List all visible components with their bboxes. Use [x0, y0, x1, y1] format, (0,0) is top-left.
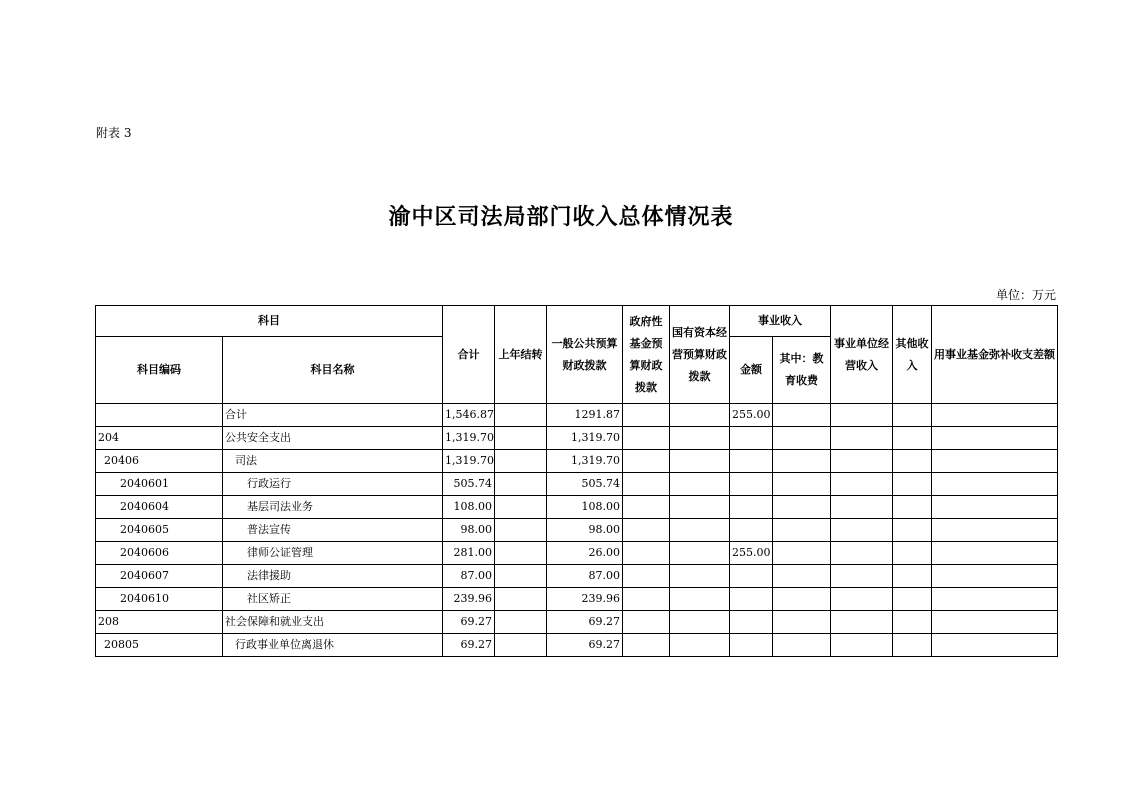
document-title: 渝中区司法局部门收入总体情况表	[388, 204, 734, 230]
header-fund-offset: 用事业基金弥补收支差额	[932, 306, 1058, 404]
name-cell: 律师公证管理	[223, 542, 443, 565]
total-cell: 87.00	[443, 565, 495, 588]
total-cell: 69.27	[443, 611, 495, 634]
general-budget-cell: 1,319.70	[547, 450, 623, 473]
operating-income-cell	[831, 611, 893, 634]
code-cell: 2040604	[96, 496, 223, 519]
state-capital-cell	[670, 450, 730, 473]
table-body	[96, 404, 1058, 657]
fund-offset-cell	[932, 404, 1058, 427]
other-income-cell	[893, 473, 932, 496]
edu-fee-cell	[773, 611, 831, 634]
table-row	[96, 496, 1058, 519]
edu-fee-cell	[773, 634, 831, 657]
business-amount-cell	[730, 473, 773, 496]
name-cell: 基层司法业务	[223, 496, 443, 519]
business-amount-cell	[730, 634, 773, 657]
other-income-cell	[893, 404, 932, 427]
name-cell: 行政运行	[223, 473, 443, 496]
operating-income-cell	[831, 634, 893, 657]
name-cell: 法律援助	[223, 565, 443, 588]
fund-offset-cell	[932, 519, 1058, 542]
general-budget-cell: 26.00	[547, 542, 623, 565]
carryover-cell	[495, 588, 547, 611]
business-amount-cell: 255.00	[730, 404, 773, 427]
business-amount-cell	[730, 496, 773, 519]
other-income-cell	[893, 496, 932, 519]
fund-offset-cell	[932, 542, 1058, 565]
total-cell: 108.00	[443, 496, 495, 519]
edu-fee-cell	[773, 542, 831, 565]
income-table	[95, 305, 1058, 657]
edu-fee-cell	[773, 427, 831, 450]
operating-income-cell	[831, 496, 893, 519]
name-cell: 普法宣传	[223, 519, 443, 542]
table-row	[96, 427, 1058, 450]
code-cell: 20406	[96, 450, 223, 473]
total-cell: 239.96	[443, 588, 495, 611]
name-cell: 司法	[223, 450, 443, 473]
state-capital-cell	[670, 496, 730, 519]
general-budget-cell: 108.00	[547, 496, 623, 519]
other-income-cell	[893, 611, 932, 634]
header-subject: 科目	[96, 306, 443, 337]
operating-income-cell	[831, 427, 893, 450]
code-cell: 20805	[96, 634, 223, 657]
edu-fee-cell	[773, 473, 831, 496]
table-row	[96, 404, 1058, 427]
gov-fund-cell	[623, 565, 670, 588]
edu-fee-cell	[773, 588, 831, 611]
gov-fund-cell	[623, 473, 670, 496]
header-amount: 金额	[730, 337, 773, 404]
state-capital-cell	[670, 588, 730, 611]
state-capital-cell	[670, 473, 730, 496]
other-income-cell	[893, 427, 932, 450]
header-state-capital: 国有资本经营预算财政拨款	[670, 306, 730, 404]
gov-fund-cell	[623, 450, 670, 473]
business-amount-cell	[730, 588, 773, 611]
general-budget-cell: 87.00	[547, 565, 623, 588]
general-budget-cell: 505.74	[547, 473, 623, 496]
name-cell: 行政事业单位离退休	[223, 634, 443, 657]
header-carryover: 上年结转	[495, 306, 547, 404]
name-cell: 合计	[223, 404, 443, 427]
carryover-cell	[495, 404, 547, 427]
state-capital-cell	[670, 634, 730, 657]
carryover-cell	[495, 565, 547, 588]
total-cell: 1,546.87	[443, 404, 495, 427]
other-income-cell	[893, 542, 932, 565]
business-amount-cell	[730, 427, 773, 450]
table-row	[96, 565, 1058, 588]
table-row	[96, 634, 1058, 657]
total-cell: 1,319.70	[443, 450, 495, 473]
code-cell	[96, 404, 223, 427]
code-cell: 204	[96, 427, 223, 450]
business-amount-cell	[730, 450, 773, 473]
code-cell: 2040601	[96, 473, 223, 496]
total-cell: 98.00	[443, 519, 495, 542]
header-code: 科目编码	[96, 337, 223, 404]
gov-fund-cell	[623, 519, 670, 542]
state-capital-cell	[670, 611, 730, 634]
edu-fee-cell	[773, 496, 831, 519]
code-cell: 2040610	[96, 588, 223, 611]
total-cell: 505.74	[443, 473, 495, 496]
header-gov-fund: 政府性基金预算财政拨款	[623, 306, 670, 404]
other-income-cell	[893, 450, 932, 473]
carryover-cell	[495, 427, 547, 450]
operating-income-cell	[831, 450, 893, 473]
business-amount-cell	[730, 611, 773, 634]
fund-offset-cell	[932, 588, 1058, 611]
code-cell: 2040607	[96, 565, 223, 588]
state-capital-cell	[670, 404, 730, 427]
annex-label: 附表 3	[96, 126, 132, 140]
edu-fee-cell	[773, 519, 831, 542]
header-business-income: 事业收入	[730, 306, 831, 337]
general-budget-cell: 1291.87	[547, 404, 623, 427]
fund-offset-cell	[932, 473, 1058, 496]
gov-fund-cell	[623, 496, 670, 519]
edu-fee-cell	[773, 404, 831, 427]
operating-income-cell	[831, 473, 893, 496]
header-other-income: 其他收入	[893, 306, 932, 404]
header-operating-income: 事业单位经营收入	[831, 306, 893, 404]
carryover-cell	[495, 611, 547, 634]
gov-fund-cell	[623, 611, 670, 634]
name-cell: 社会保障和就业支出	[223, 611, 443, 634]
header-name: 科目名称	[223, 337, 443, 404]
table-row	[96, 588, 1058, 611]
fund-offset-cell	[932, 634, 1058, 657]
carryover-cell	[495, 634, 547, 657]
carryover-cell	[495, 450, 547, 473]
code-cell: 2040605	[96, 519, 223, 542]
gov-fund-cell	[623, 542, 670, 565]
other-income-cell	[893, 519, 932, 542]
state-capital-cell	[670, 565, 730, 588]
business-amount-cell: 255.00	[730, 542, 773, 565]
table-row	[96, 519, 1058, 542]
edu-fee-cell	[773, 450, 831, 473]
edu-fee-cell	[773, 565, 831, 588]
other-income-cell	[893, 634, 932, 657]
operating-income-cell	[831, 542, 893, 565]
header-edu-fee: 其中：教育收费	[773, 337, 831, 404]
carryover-cell	[495, 519, 547, 542]
total-cell: 1,319.70	[443, 427, 495, 450]
general-budget-cell: 1,319.70	[547, 427, 623, 450]
gov-fund-cell	[623, 404, 670, 427]
operating-income-cell	[831, 404, 893, 427]
code-cell: 208	[96, 611, 223, 634]
other-income-cell	[893, 565, 932, 588]
code-cell: 2040606	[96, 542, 223, 565]
fund-offset-cell	[932, 496, 1058, 519]
header-general-budget: 一般公共预算财政拨款	[547, 306, 623, 404]
operating-income-cell	[831, 588, 893, 611]
other-income-cell	[893, 588, 932, 611]
fund-offset-cell	[932, 450, 1058, 473]
operating-income-cell	[831, 519, 893, 542]
general-budget-cell: 239.96	[547, 588, 623, 611]
table-row	[96, 450, 1058, 473]
table-row	[96, 542, 1058, 565]
table-row	[96, 611, 1058, 634]
name-cell: 社区矫正	[223, 588, 443, 611]
state-capital-cell	[670, 519, 730, 542]
carryover-cell	[495, 542, 547, 565]
gov-fund-cell	[623, 588, 670, 611]
general-budget-cell: 69.27	[547, 634, 623, 657]
carryover-cell	[495, 473, 547, 496]
gov-fund-cell	[623, 634, 670, 657]
general-budget-cell: 69.27	[547, 611, 623, 634]
table-row	[96, 473, 1058, 496]
name-cell: 公共安全支出	[223, 427, 443, 450]
header-total: 合计	[443, 306, 495, 404]
gov-fund-cell	[623, 427, 670, 450]
state-capital-cell	[670, 542, 730, 565]
general-budget-cell: 98.00	[547, 519, 623, 542]
carryover-cell	[495, 496, 547, 519]
total-cell: 281.00	[443, 542, 495, 565]
operating-income-cell	[831, 565, 893, 588]
business-amount-cell	[730, 519, 773, 542]
unit-label: 单位：万元	[995, 288, 1056, 302]
fund-offset-cell	[932, 611, 1058, 634]
fund-offset-cell	[932, 565, 1058, 588]
business-amount-cell	[730, 565, 773, 588]
total-cell: 69.27	[443, 634, 495, 657]
fund-offset-cell	[932, 427, 1058, 450]
state-capital-cell	[670, 427, 730, 450]
